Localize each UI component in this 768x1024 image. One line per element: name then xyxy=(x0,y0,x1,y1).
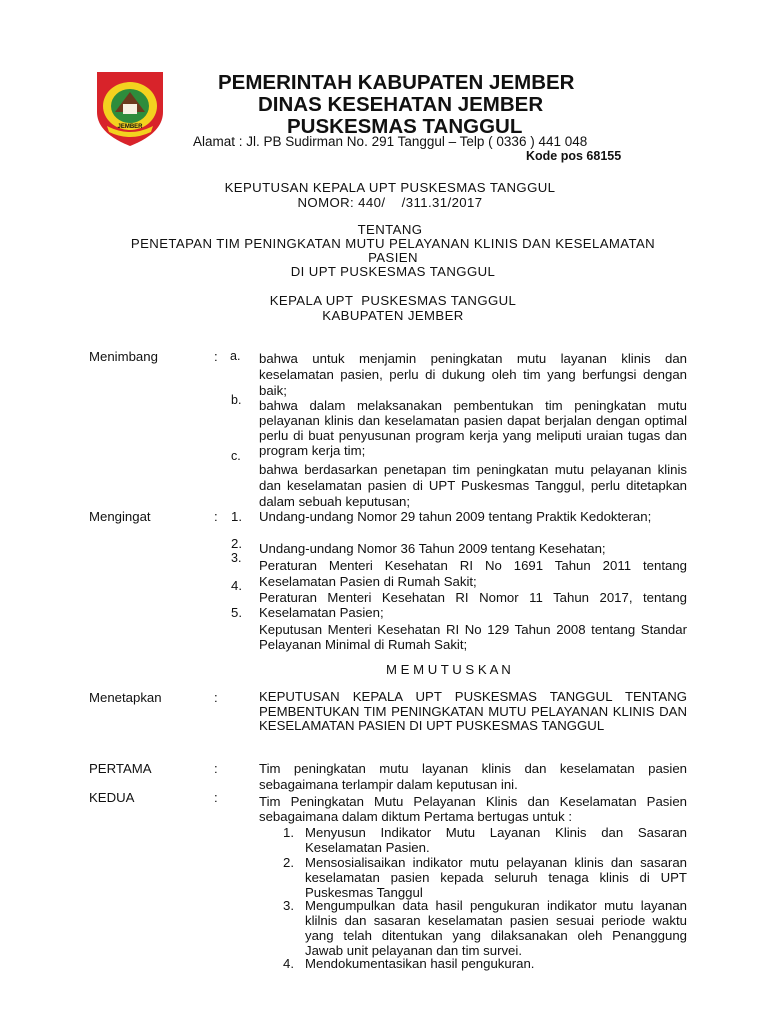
header-address: Alamat : Jl. PB Sudirman No. 291 Tanggul – Telp ( 0336 ) 441 048 xyxy=(193,134,588,149)
menimbang-item-a: bahwa untuk menjamin peningkatan mutu layanan klinis dan keselamatan pasien, perlu di dukung oleh tim yang berfungsi dengan baik; xyxy=(259,351,687,398)
mengingat-item-4: Peraturan Menteri Kesehatan RI Nomor 11 Tahun 2017, tentang Keselamatan Pasien; xyxy=(259,590,687,620)
menimbang-item-b: bahwa dalam melaksanakan pembentukan tim peningkatan mutu pelayanan klinis dan keselamatan pasien dapat berjalan dengan optimal perlu di buat penyusunan program kerja yang meliputi uraian tugas dan program kerja tim; xyxy=(259,398,687,458)
mengingat-marker-1: 1. xyxy=(231,509,242,524)
menimbang-marker-b: b. xyxy=(231,393,242,407)
mengingat-item-3: Peraturan Menteri Kesehatan RI No 1691 Tahun 2011 tentang Keselamatan Pasien di Rumah Sakit; xyxy=(259,558,687,589)
logo-text: JEMBER xyxy=(117,124,143,130)
decree-subject-line-1: PENETAPAN TIM PENINGKATAN MUTU PELAYANAN KLINIS DAN KESELAMATAN xyxy=(130,236,656,251)
header-line-3: PUSKESMAS TANGGUL xyxy=(287,115,523,138)
kedua-task-marker-2: 2. xyxy=(283,855,294,870)
menimbang-marker-a: a. xyxy=(230,349,241,363)
decree-head-line-2: KABUPATEN JEMBER xyxy=(322,308,464,323)
decree-head-line-1: KEPALA UPT PUSKESMAS TANGGUL xyxy=(269,293,517,308)
kedua-task-1: Menyusun Indikator Mutu Layanan Klinis dan Sasaran Keselamatan Pasien. xyxy=(305,825,687,855)
decree-subject-line-3: DI UPT PUSKESMAS TANGGUL xyxy=(290,264,496,279)
menetapkan-colon: : xyxy=(214,690,218,705)
menimbang-marker-c: c. xyxy=(231,449,241,463)
menimbang-colon: : xyxy=(214,349,218,364)
logo-emblem xyxy=(93,68,167,148)
pertama-colon: : xyxy=(214,761,218,776)
mengingat-colon: : xyxy=(214,509,218,524)
menetapkan-text: KEPUTUSAN KEPALA UPT PUSKESMAS TANGGUL TENTANG PEMBENTUKAN TIM PENINGKATAN MUTU PELAYANAN KLINIS DAN KESELAMATAN PASIEN DI UPT PUSKESMAS TANGGUL xyxy=(259,689,687,733)
decree-subject-line-2: PASIEN xyxy=(368,250,418,265)
menetapkan-label: Menetapkan xyxy=(89,690,162,705)
decree-about: TENTANG xyxy=(357,222,423,237)
mengingat-item-5: Keputusan Menteri Kesehatan RI No 129 Tahun 2008 tentang Standar Pelayanan Minimal di Rumah Sakit; xyxy=(259,622,687,652)
mengingat-item-2: Undang-undang Nomor 36 Tahun 2009 tentang Kesehatan; xyxy=(259,541,606,556)
kedua-task-2: Mensosialisaikan indikator mutu pelayanan klinis dan sasaran keselamatan pasien kepada seluruh tenaga klinis di UPT Puskesmas Tanggul xyxy=(305,855,687,900)
kedua-task-3: Mengumpulkan data hasil pengukuran indikator mutu layanan klilnis dan sasaran keselamatan pasien sesuai periode waktu yang telah ditentukan yang dilaksanakan oleh Penanggung Jawab unit pelayanan dan tim survei. xyxy=(305,898,687,958)
menimbang-label: Menimbang xyxy=(89,349,158,364)
mengingat-marker-2: 2. xyxy=(231,536,242,551)
mengingat-marker-5: 5. xyxy=(231,605,242,620)
decree-title: KEPUTUSAN KEPALA UPT PUSKESMAS TANGGUL xyxy=(224,180,556,195)
kedua-task-marker-3: 3. xyxy=(283,898,294,913)
decree-number: NOMOR: 440/ /311.31/2017 xyxy=(297,195,483,210)
header-line-2: DINAS KESEHATAN JEMBER xyxy=(258,93,544,116)
menimbang-item-c: bahwa berdasarkan penetapan tim peningkatan mutu pelayanan klinis dan keselamatan pasien di UPT Puskesmas Tanggul, perlu ditetapkan dalam sebuah keputusan; xyxy=(259,462,687,509)
header-line-1: PEMERINTAH KABUPATEN JEMBER xyxy=(218,71,575,94)
kedua-colon: : xyxy=(214,790,218,805)
header-postal-code: Kode pos 68155 xyxy=(526,149,622,163)
pertama-label: PERTAMA xyxy=(89,761,152,776)
kedua-task-marker-1: 1. xyxy=(283,825,294,840)
mengingat-label: Mengingat xyxy=(89,509,151,524)
kedua-task-marker-4: 4. xyxy=(283,956,294,971)
kedua-intro: Tim Peningkatan Mutu Pelayanan Klinis dan Keselamatan Pasien sebagaimana dalam diktum Pertama bertugas untuk : xyxy=(259,794,687,824)
kedua-label: KEDUA xyxy=(89,790,135,805)
mengingat-item-1: Undang-undang Nomor 29 tahun 2009 tentang Praktik Kedokteran; xyxy=(259,509,652,524)
pertama-text: Tim peningkatan mutu layanan klinis dan keselamatan pasien sebagaimana terlampir dalam keputusan ini. xyxy=(259,761,687,792)
mengingat-marker-4: 4. xyxy=(231,578,242,593)
mengingat-marker-3: 3. xyxy=(231,551,242,565)
kedua-task-4: Mendokumentasikan hasil pengukuran. xyxy=(305,956,535,971)
memutuskan-heading: M E M U T U S K A N xyxy=(386,662,511,677)
